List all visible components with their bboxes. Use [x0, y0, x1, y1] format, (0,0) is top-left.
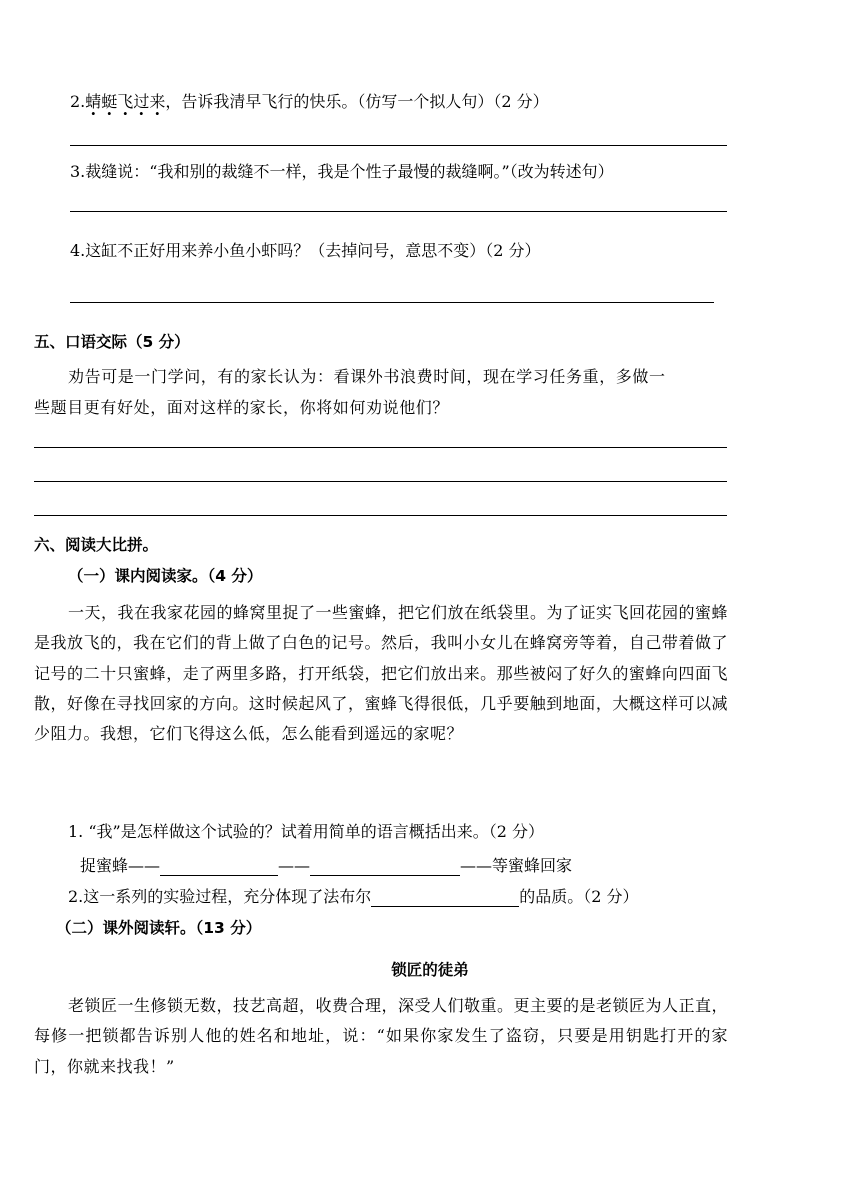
answer-line[interactable] [70, 302, 714, 303]
question-2 [70, 92, 549, 112]
reading-1-question-1-fill [80, 856, 572, 876]
emphasis-char: 飞 [117, 92, 134, 111]
question-2-prefix-text: 2.这一系列的实验过程，充分体现了法布尔 [68, 887, 372, 906]
question-2-suffix-text: 的品质。（2 分） [519, 887, 639, 906]
section-5-title: 五、口语交际（5 分） [34, 333, 190, 351]
answer-line[interactable] [34, 515, 727, 516]
section-6-title: 六、阅读大比拼。 [34, 536, 159, 554]
question-2-rest: ，告诉我清早飞行的快乐。（仿写一个拟人句）（2 分） [165, 92, 549, 111]
question-2-dotted-phrase [85, 92, 165, 111]
question-4: 4.这缸不正好用来养小鱼小虾吗？（去掉问号，意思不变）（2 分） [70, 241, 541, 260]
answer-line[interactable] [34, 481, 727, 482]
question-3: 3.裁缝说：“我和别的裁缝不一样，我是个性子最慢的裁缝啊。”（改为转述句） [70, 162, 614, 181]
emphasis-char: 过 [133, 92, 150, 111]
emphasis-char: 蜓 [101, 92, 118, 111]
section-6-part-2-title: （二）课外阅读轩。（13 分） [56, 919, 262, 937]
reading-passage-1: 一天，我在我家花园的蜂窝里捉了一些蜜蜂，把它们放在纸袋里。为了证实飞回花园的蜜蜂是我放飞的，我在它们的背上做了白色的记号。然后，我叫小女儿在蜂窝旁等着，自己带着做了记号的二十只蜜蜂，走了两里多路，打开纸袋，把它们放出来。那些被闷了好久的蜜蜂向四面飞散，好像在寻找回家的方向。这时候起风了，蜜蜂飞得很低，几乎要触到地面，大概这样可以减少阻力。我想，它们飞得这么低，怎么能看到遥远的家呢？ [34, 603, 729, 744]
answer-line[interactable] [70, 145, 727, 146]
reading-1-question-2 [68, 887, 639, 907]
fill-blank-1[interactable] [160, 857, 278, 876]
fill-mid-text: —— [278, 856, 311, 875]
section-5-prompt-line-2: 些题目更有好处，面对这样的家长，你将如何劝说他们？ [34, 398, 450, 417]
emphasis-char: 来 [149, 92, 166, 111]
reading-passage-2: 老锁匠一生修锁无数，技艺高超，收费合理，深受人们敬重。更主要的是老锁匠为人正直，每修一把锁都告诉别人他的姓名和地址，说：“如果你家发生了盗窃，只要是用钥匙打开的家门，你就来找我！” [34, 996, 729, 1076]
answer-line[interactable] [70, 211, 727, 212]
emphasis-char: 蜻 [85, 92, 102, 111]
fill-blank-2[interactable] [310, 857, 460, 876]
fill-end-text: ——等蜜蜂回家 [460, 856, 573, 875]
section-6-part-1-title: （一）课内阅读家。（4 分） [68, 567, 263, 585]
reading-1-question-1: 1. “我”是怎样做这个试验的？试着用简单的语言概括出来。（2 分） [68, 822, 544, 841]
question-2-prefix: 2. [70, 92, 86, 111]
answer-line[interactable] [34, 447, 727, 448]
fill-start-text: 捉蜜蜂—— [80, 856, 161, 875]
fill-blank-quality[interactable] [371, 888, 519, 907]
section-5-prompt-line-1: 劝告可是一门学问，有的家长认为：看课外书浪费时间，现在学习任务重，多做一 [68, 367, 666, 386]
article-title: 锁匠的徒弟 [391, 961, 469, 979]
